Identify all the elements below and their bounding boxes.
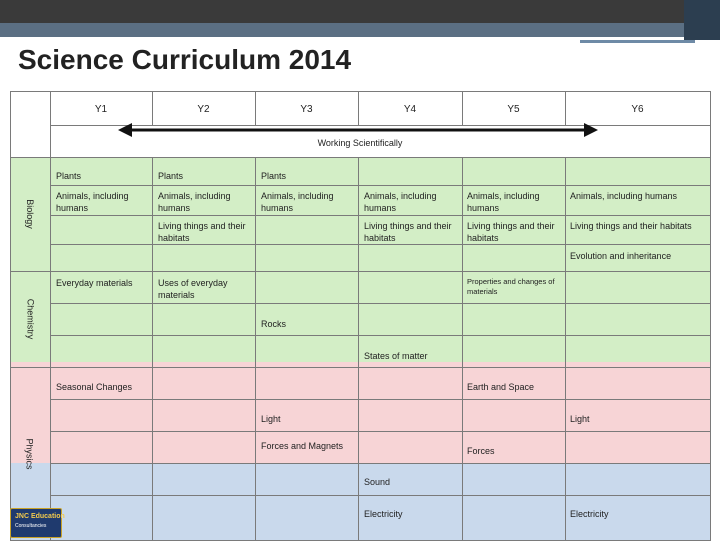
cell-earth-space-y5: Earth and Space xyxy=(467,382,535,392)
cell-electricity-y6: Electricity xyxy=(570,509,609,519)
year-header-y1: Y1 xyxy=(94,104,108,115)
cell-plants-y1: Plants xyxy=(56,171,82,181)
cell-plants-y2: Plants xyxy=(158,171,184,181)
cell-animals-y6: Animals, including humans xyxy=(570,191,678,201)
year-header-y3: Y3 xyxy=(300,104,313,115)
curriculum-table xyxy=(10,91,710,540)
jnc-education-logo: JNC Education Consultancies xyxy=(10,508,62,538)
physics-label: Physics xyxy=(24,437,35,470)
top-bar-corner xyxy=(684,0,720,40)
cell-living-y2: Living things and their habitats xyxy=(158,221,246,243)
cell-living-y4: Living things and their habitats xyxy=(364,221,452,243)
biology-label: Biology xyxy=(25,199,35,229)
year-header-y4: Y4 xyxy=(403,104,417,115)
top-bar-accent xyxy=(0,23,720,37)
cell-sound-y4: Sound xyxy=(364,477,391,487)
cell-living-y5: Living things and their habitats xyxy=(467,221,555,243)
double-arrow-icon xyxy=(118,123,598,137)
cell-light-y3: Light xyxy=(261,414,281,424)
cell-plants-y3: Plants xyxy=(261,171,287,181)
cell-seasonal-y1: Seasonal Changes xyxy=(56,382,133,392)
title-rule-right xyxy=(580,40,695,43)
top-bar xyxy=(0,0,720,23)
cell-animals-y2: Animals, including humans xyxy=(158,191,231,213)
cell-states-y4: States of matter xyxy=(364,351,428,361)
table-frame xyxy=(10,91,711,541)
working-scientifically-label: Working Scientifically xyxy=(317,138,403,148)
cell-animals-y5: Animals, including humans xyxy=(467,191,540,213)
cell-forces-y5: Forces xyxy=(467,446,495,456)
cell-forces-magnets-y3: Forces and Magnets xyxy=(261,441,344,451)
cell-rocks-y3: Rocks xyxy=(261,319,287,329)
cell-animals-y1: Animals, including humans xyxy=(56,191,129,213)
year-header-y5: Y5 xyxy=(507,104,520,115)
page-title: Science Curriculum 2014 xyxy=(18,44,352,75)
cell-everyday-materials-y1: Everyday materials xyxy=(56,278,133,288)
year-header-y2: Y2 xyxy=(197,104,210,115)
cell-light-y6: Light xyxy=(570,414,590,424)
cell-animals-y4: Animals, including humans xyxy=(364,191,437,213)
chemistry-label: Chemistry xyxy=(25,298,36,340)
cell-properties-y5: Properties and changes of materials xyxy=(467,277,555,296)
year-header-y6: Y6 xyxy=(631,104,644,115)
cell-animals-y3: Animals, including humans xyxy=(261,191,334,213)
cell-electricity-y4: Electricity xyxy=(364,509,403,519)
cell-living-y6: Living things and their habitats xyxy=(570,221,692,231)
cell-evolution-y6: Evolution and inheritance xyxy=(570,251,672,261)
cell-uses-materials-y2: Uses of everyday materials xyxy=(158,278,228,300)
